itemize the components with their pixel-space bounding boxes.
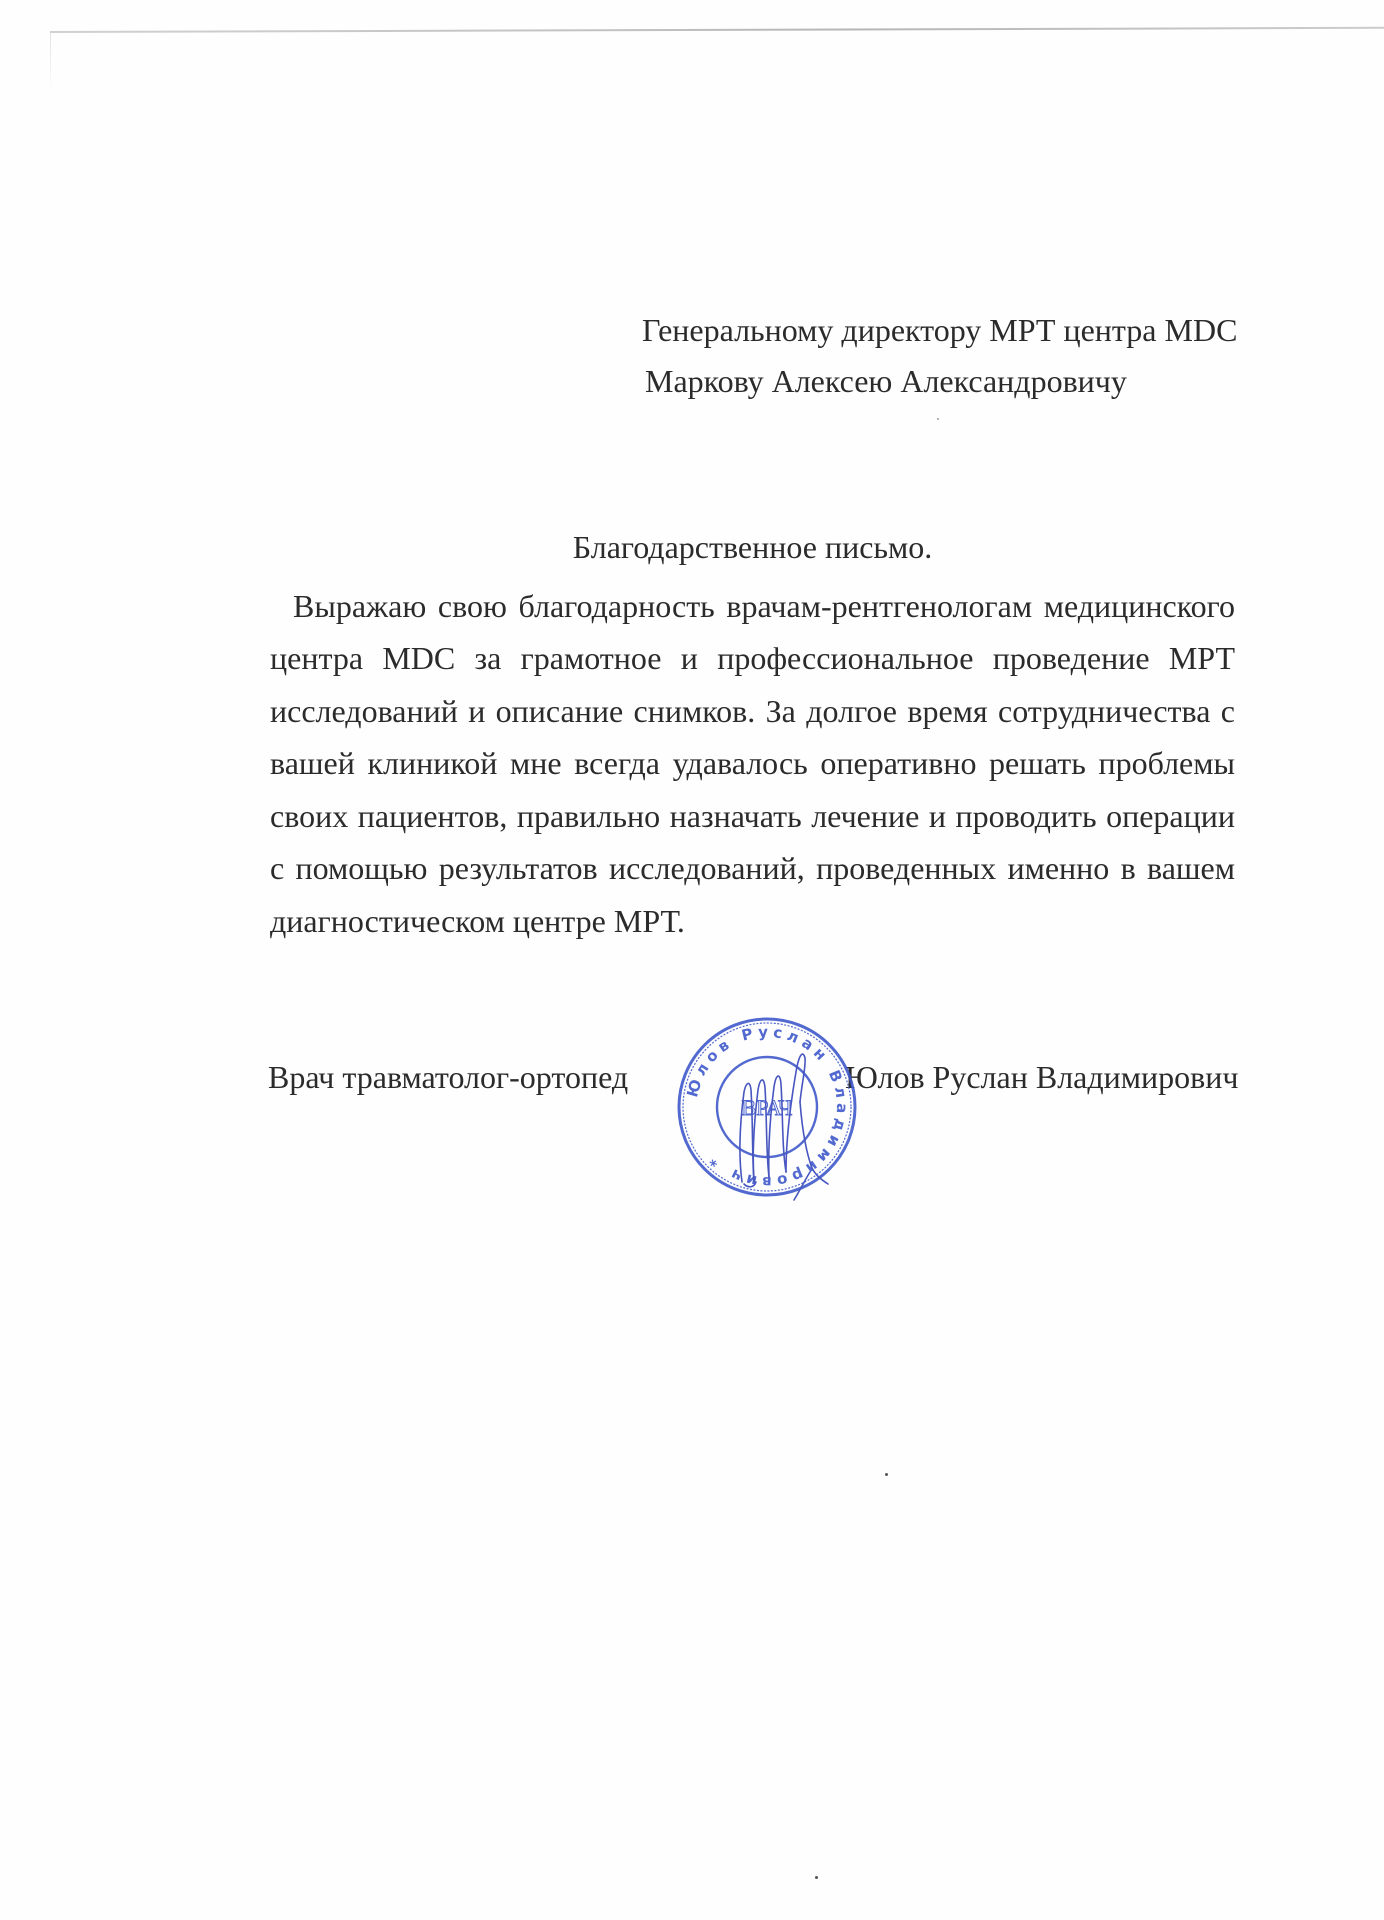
addressee-line-1: Генеральному директору МРТ центра MDC [642, 312, 1238, 348]
scan-edge-left [50, 33, 51, 93]
body-line-5: своих пациентов, правильно назначать лечение и проводить операции [270, 798, 1235, 834]
stamp-ring-text: Юлов Руслан Владимирович * [683, 1022, 852, 1192]
doctor-stamp [672, 1012, 862, 1202]
scan-speck [885, 1473, 888, 1476]
signature-role: Врач травматолог-ортопед [268, 1059, 629, 1095]
body-line-4: вашей клиникой мне всегда удавалось оперативно решать проблемы [270, 745, 1235, 781]
body-line-7: диагностическом центре МРТ. [270, 903, 685, 939]
scan-speck [937, 418, 939, 420]
body-line-2: центра MDC за грамотное и профессиональное проведение МРТ [270, 640, 1235, 676]
signature-name: Юлов Руслан Владимирович [845, 1059, 1239, 1095]
body-line-6: с помощью результатов исследований, проведенных именно в вашем [270, 850, 1235, 886]
letter-title: Благодарственное письмо. [572, 529, 933, 565]
addressee-line-2: Маркову Алексею Александровичу [645, 363, 1127, 399]
scan-edge-line [50, 27, 1384, 33]
body-line-3: исследований и описание снимков. За долгое время сотрудничества с [270, 693, 1235, 729]
scan-speck [815, 1876, 818, 1879]
body-line-1: Выражаю свою благодарность врачам-рентгенологам медицинского [293, 588, 1235, 624]
stamp-center-text: ВРАЧ [741, 1095, 793, 1120]
